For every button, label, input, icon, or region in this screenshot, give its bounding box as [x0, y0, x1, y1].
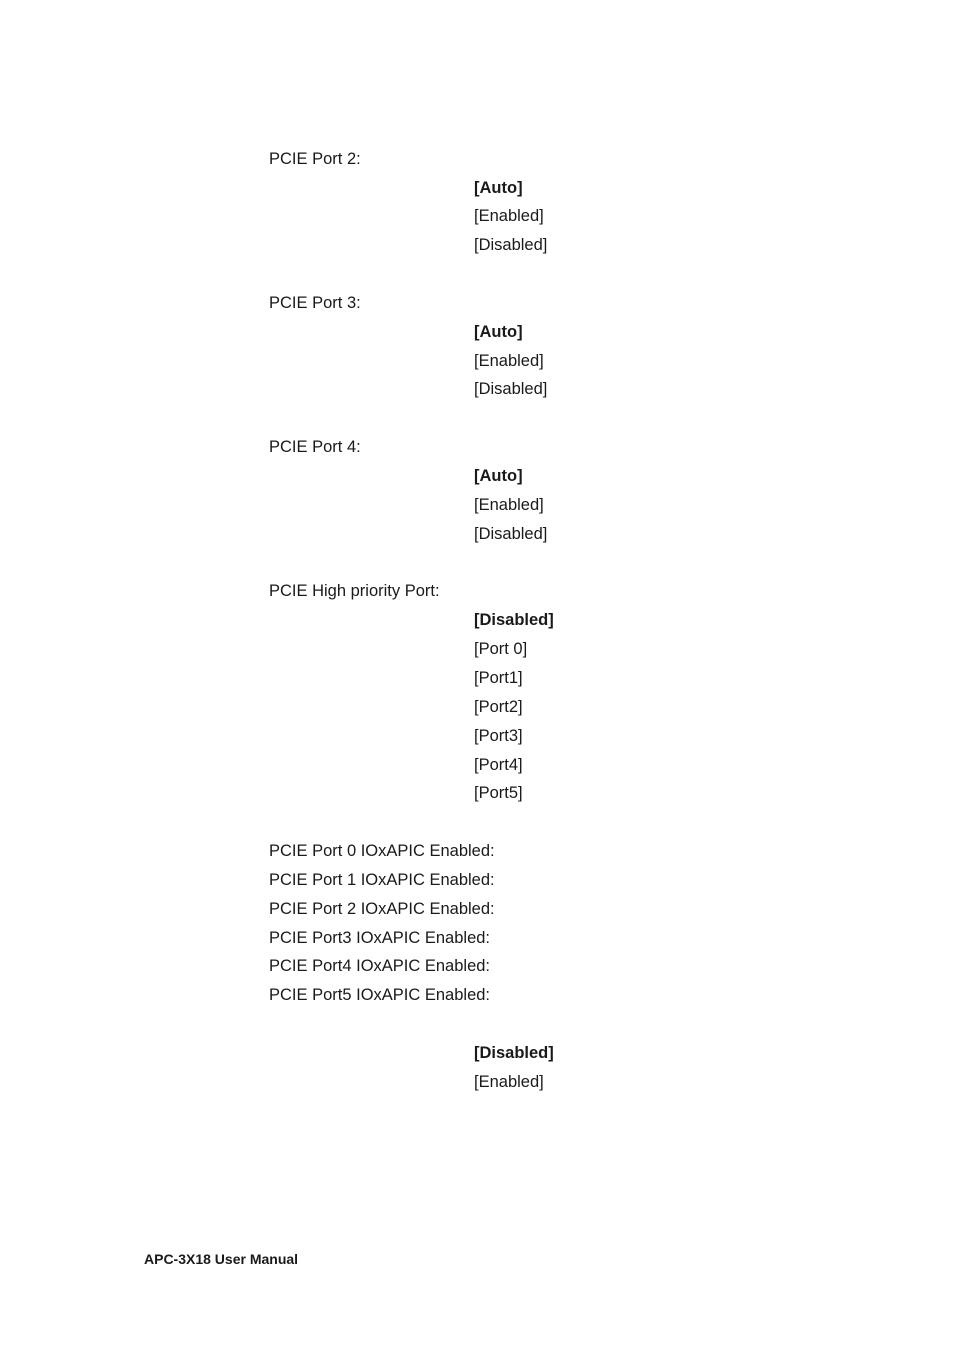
setting-label-ioxapic-port-4: PCIE Port4 IOxAPIC Enabled: [269, 957, 491, 975]
option-default-disabled: [Disabled] [474, 1044, 554, 1062]
option-disabled: [Disabled] [474, 236, 548, 254]
page-footer: APC-3X18 User Manual [144, 1251, 299, 1267]
option-enabled: [Enabled] [474, 496, 544, 514]
option-default-auto: [Auto] [474, 179, 523, 197]
option-port-0: [Port 0] [474, 640, 528, 658]
option-default-auto: [Auto] [474, 323, 523, 341]
setting-label-ioxapic-port-2: PCIE Port 2 IOxAPIC Enabled: [269, 900, 495, 918]
option-port-2: [Port2] [474, 698, 523, 716]
option-port-5: [Port5] [474, 784, 523, 802]
option-default-auto: [Auto] [474, 467, 523, 485]
option-enabled: [Enabled] [474, 1073, 544, 1091]
setting-label-ioxapic-port-0: PCIE Port 0 IOxAPIC Enabled: [269, 842, 495, 860]
setting-label-pcie-port-3: PCIE Port 3: [269, 294, 361, 312]
setting-label-pcie-high-priority-port: PCIE High priority Port: [269, 582, 440, 600]
option-disabled: [Disabled] [474, 380, 548, 398]
option-enabled: [Enabled] [474, 207, 544, 225]
option-enabled: [Enabled] [474, 352, 544, 370]
option-port-1: [Port1] [474, 669, 523, 687]
option-disabled: [Disabled] [474, 525, 548, 543]
option-port-3: [Port3] [474, 727, 523, 745]
setting-label-ioxapic-port-3: PCIE Port3 IOxAPIC Enabled: [269, 929, 491, 947]
setting-label-pcie-port-2: PCIE Port 2: [269, 150, 361, 168]
setting-label-ioxapic-port-1: PCIE Port 1 IOxAPIC Enabled: [269, 871, 495, 889]
option-port-4: [Port4] [474, 756, 523, 774]
option-default-disabled: [Disabled] [474, 611, 554, 629]
setting-label-ioxapic-port-5: PCIE Port5 IOxAPIC Enabled: [269, 986, 491, 1004]
setting-label-pcie-port-4: PCIE Port 4: [269, 438, 361, 456]
